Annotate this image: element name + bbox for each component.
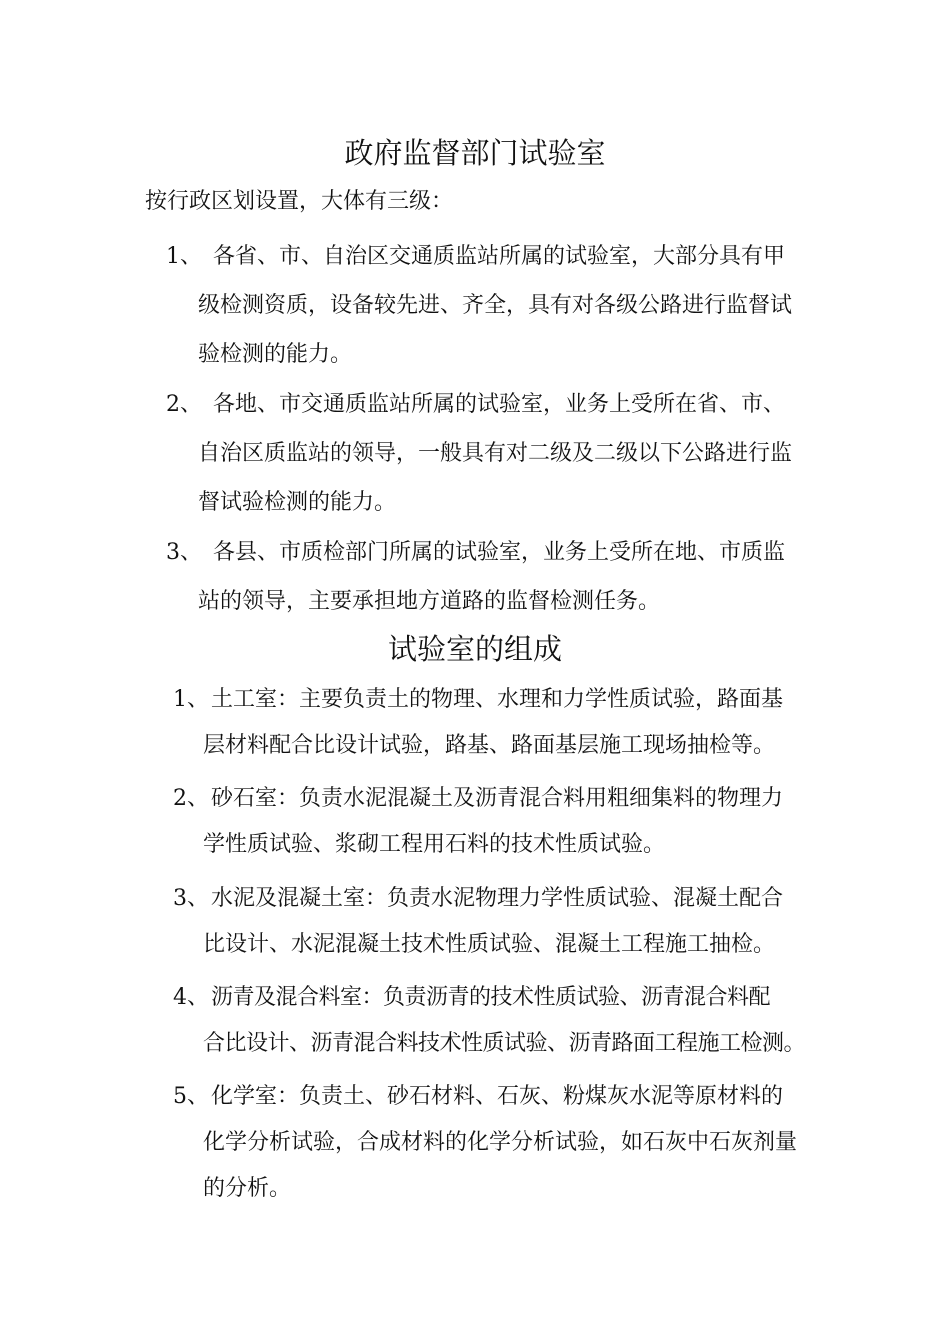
list-item [173, 1074, 863, 1212]
list-item-text: 砂石室：负责水泥混凝土及沥青混合料用粗细集料的物理力 学性质试验、浆砌工程用石料的技术性质试验。 [203, 786, 784, 857]
section-title-lab-composition: 试验室的组成 [387, 632, 562, 666]
list-item-number: 3、 [166, 540, 202, 565]
list-item [166, 528, 858, 626]
list-item-number: 2、 [173, 786, 209, 811]
list-item-text: 各县、市质检部门所属的试验室，业务上受所在地、市质监 站的领导，主要承担地方道路的监督检测任务。 [198, 540, 786, 614]
list-item-text: 各地、市交通质监站所属的试验室，业务上受所在省、市、 自治区质监站的领导，一般具有对二级及二级以下公路进行监 督试验检测的能力。 [198, 392, 793, 515]
list-item-number: 4、 [173, 985, 209, 1010]
list-item-number: 3、 [173, 886, 209, 911]
list-item [173, 876, 863, 968]
list-item [173, 776, 863, 868]
list-item [166, 232, 858, 379]
list-item-number: 2、 [166, 392, 202, 417]
intro-text: 按行政区划设置，大体有三级： [145, 189, 454, 214]
list-item-number: 5、 [173, 1084, 209, 1109]
list-item-text: 沥青及混合料室：负责沥青的技术性质试验、沥青混合料配 合比设计、沥青混合料技术性质试验、沥青路面工程施工检测。 [203, 985, 806, 1056]
list-item-text: 各省、市、自治区交通质监站所属的试验室，大部分具有甲 级检测资质，设备较先进、齐全，具有对各级公路进行监督试 验检测的能力。 [198, 244, 793, 367]
section-title-supervision-labs: 政府监督部门试验室 [344, 136, 606, 170]
list-item-number: 1、 [166, 244, 202, 269]
list-item-text: 土工室：主要负责土的物理、水理和力学性质试验，路面基 层材料配合比设计试验，路基、路面基层施工现场抽检等。 [203, 687, 784, 758]
list-item [166, 380, 858, 527]
list-item [173, 975, 883, 1067]
list-item-text: 化学室：负责土、砂石材料、石灰、粉煤灰水泥等原材料的 化学分析试验，合成材料的化学分析试验，如石灰中石灰剂量 的分析。 [203, 1084, 798, 1201]
list-item [173, 677, 863, 769]
list-item-text: 水泥及混凝土室：负责水泥物理力学性质试验、混凝土配合 比设计、水泥混凝土技术性质试验、混凝土工程施工抽检。 [203, 886, 784, 957]
list-item-number: 1、 [173, 687, 209, 712]
